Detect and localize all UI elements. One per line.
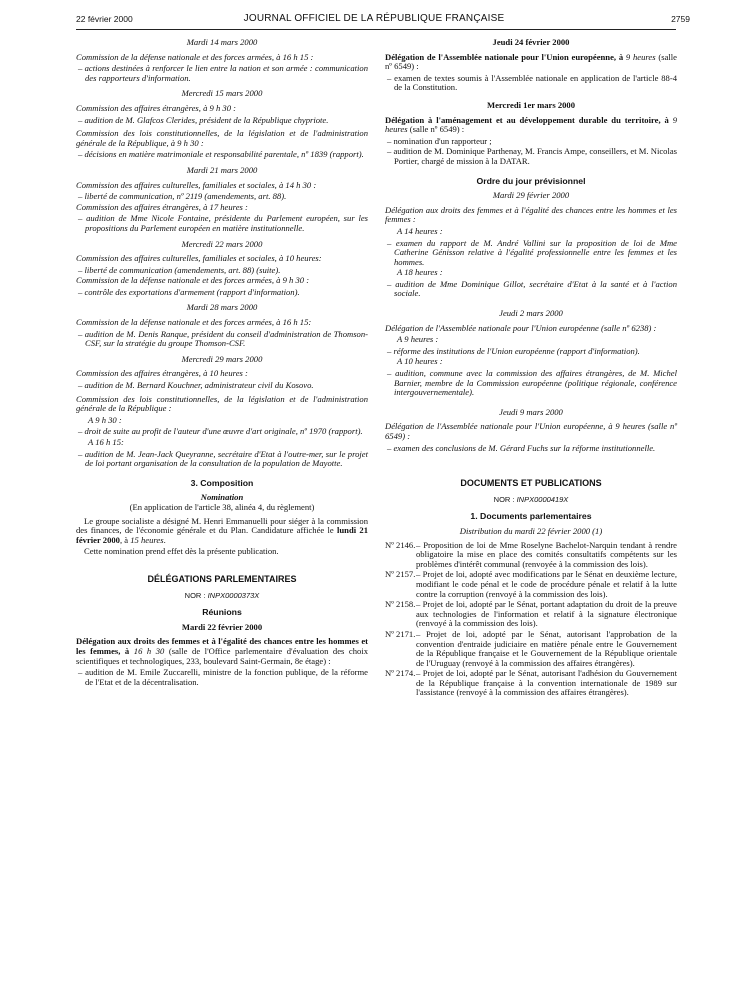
date-heading: Mardi 21 mars 2000 [186,164,258,175]
journal-title: JOURNAL OFFICIEL DE LA RÉPUBLIQUE FRANÇAISE [243,13,505,24]
document-description: – Proposition de loi de Mme Roselyne Bachelot-Narquin tendant à rendre obligatoire la mise en place des comités consultatifs compétents sur les problèmes d'intérêt communal (renvoyée à la commission des lois). [416,539,677,569]
date-heading: Mardi 29 février 2000 [492,190,570,201]
document-number: Nº 2157. [385,569,416,580]
section-heading: 3. Composition [190,477,254,488]
list-item [385,570,677,599]
meeting-heading: Commission de la défense nationale et des forces armées, à 16 h 15: [76,317,312,328]
document-description: – Projet de loi, adopté avec modifications par le Sénat en deuxième lecture, modifiant le code pénal et le code de procédure pénale et relatif à la lutte contre la corruption (renvoyé à la commission des lois). [416,569,677,599]
time-label: A 18 heures : [397,267,443,278]
date-heading: Mercredi 1er mars 2000 [486,99,576,110]
date-heading: Mercredi 29 mars 2000 [181,353,263,364]
page-number: 2759 [671,14,690,24]
meeting-heading: Commission des affaires étrangères, à 17 heures : [76,201,248,212]
meeting-heading: Commission des affaires culturelles, familiales et sociales, à 10 heures: [76,253,322,264]
distribution-date: Distribution du mardi 22 février 2000 (1) [459,525,603,536]
agenda-item: – audition de M. Glafcos Clerides, président de la République chypriote. [78,114,329,125]
meeting-heading: Délégation aux droits des femmes et à l'égalité des chances entre les hommes et les femmes : [385,204,677,225]
agenda-item: – actions destinées à renforcer le lien entre la nation et son armée : communication des rapporteurs d'information. [78,63,368,83]
agenda-item: – examen des conclusions de M. Gérard Fuchs sur la réforme institutionnelle. [387,442,656,453]
list-item [385,541,677,570]
document-description: – Projet de loi, adopté par le Sénat, autorisant l'approbation de la convention d'entraide judiciaire en matière pénale entre le Gouvernement de la République française et le Gouvernement de la République orientale de l'Uruguay (renvoyé à la commission des affaires étrangères). [416,628,677,668]
nor-reference: NOR : INPX0000419X [493,494,569,504]
document-description: – Projet de loi, adopté par le Sénat, portant adaptation du droit de la preuve aux technologies de l'information et relatif à la signature électronique (renvoyé à la commission des lois). [416,599,677,629]
date-heading: Mercredi 15 mars 2000 [181,88,263,99]
agenda-item: – audition de M. Bernard Kouchner, administrateur civil du Kosovo. [78,380,314,391]
agenda-item: – liberté de communication (amendements, art. 88) (suite). [78,264,281,275]
subsection-heading: Nomination [200,492,244,503]
list-item [385,630,677,668]
right-column [385,36,677,699]
time-label: A 10 heures : [397,356,443,367]
running-header [0,14,748,28]
time-label: A 14 heures : [397,225,443,236]
date-heading: Jeudi 2 mars 2000 [499,308,563,319]
date-heading: Mercredi 22 mars 2000 [181,238,263,249]
meeting-heading: Commission des affaires étrangères, à 10 heures : [76,368,248,379]
subsection-heading: 1. Documents parlementaires [470,511,592,522]
date-heading: Jeudi 24 février 2000 [492,37,570,47]
meeting-heading: Commission des lois constitutionnelles, de la législation et de l'administration générale de la République, à 9 h 30 : [76,128,368,148]
agenda-item: – réforme des institutions de l'Union européenne (rapport d'information). [387,345,640,356]
meeting-heading: Délégation de l'Assemblée nationale pour l'Union européenne, à 9 heures (salle nº 6549) : [385,51,677,72]
agenda-item: – examen de textes soumis à l'Assemblée nationale en application de l'article 88-4 de la Constitution. [387,72,677,93]
nomination-paragraph: Le groupe socialiste a désigné M. Henri Emmanuelli pour siéger à la commission des finances, de l'économie générale et du Plan. Candidature affichée le lundi 21 février 2000, à 15 heures. [76,515,369,545]
meeting-heading: Commission des lois constitutionnelles, de la législation et de l'administration générale de la République : [76,393,368,414]
agenda-item: – décisions en matière matrimoniale et responsabilité parentale, nº 1839 (rapport). [78,149,364,160]
document-number: Nº 2146. [385,539,416,550]
agenda-item: – contrôle des exportations d'armement (rapport d'information). [78,286,300,297]
list-item [385,669,677,698]
agenda-item: – examen du rapport de M. André Vallini sur la proposition de loi de Mme Catherine Génisson relative à l'égalité professionnelle entre les femmes et les hommes. [387,237,677,267]
agenda-item: – audition, commune avec la commission des affaires étrangères, de M. Michel Barnier, membre de la Commission européenne (politique régionale, conférence intergouvernementale). [387,368,677,398]
date-heading: Jeudi 9 mars 2000 [499,406,563,417]
date-heading: Mardi 22 février 2000 [181,621,263,632]
agenda-item: – liberté de communication, nº 2119 (amendements, art. 88). [78,191,287,202]
section-heading: DOCUMENTS ET PUBLICATIONS [460,478,602,489]
subsection-heading: Réunions [202,607,242,618]
meeting-heading: Commission de la défense nationale et des forces armées, à 16 h 15 : [76,51,314,62]
date-heading: Mardi 14 mars 2000 [186,37,258,47]
documents-list [385,541,677,699]
document-number: Nº 2174. [385,668,416,679]
meeting-heading: Délégation à l'aménagement et au développement durable du territoire, à 9 heures (salle nº 6549) : [385,114,677,135]
nor-reference: NOR : INPX0000373X [184,590,260,600]
meeting-heading: Commission de la défense nationale et des forces armées, à 9 h 30 : [76,275,310,286]
agenda-item: – droit de suite au profit de l'auteur d'une œuvre d'art originale, nº 1970 (rapport). [78,426,363,437]
agenda-item: – audition de M. Dominique Parthenay, M. Francis Ampe, conseillers, et M. Nicolas Portier, chargé de mission à la DATAR. [387,146,677,166]
date-heading: Mardi 28 mars 2000 [186,302,258,313]
left-column [76,36,368,688]
agenda-item: – audition de M. Denis Ranque, président du conseil d'administration de Thomson-CSF, sur la stratégie du groupe Thomson-CSF. [78,328,368,349]
list-item [385,600,677,629]
meeting-heading: Commission des affaires culturelles, familiales et sociales, à 14 h 30 : [76,179,317,190]
header-date: 22 février 2000 [76,14,133,24]
header-rule [76,29,676,30]
document-number: Nº 2171. [385,628,416,639]
meeting-heading: Délégation de l'Assemblée nationale pour l'Union européenne, à 9 heures (salle nº 6549) : [385,421,677,441]
document-description: – Projet de loi, adopté par le Sénat, autorisant l'adhésion du Gouvernement de la République française à la convention internationale de 1989 sur l'assistance (renvoyé à la commission des affaires étrangères). [416,668,677,698]
effect-paragraph: Cette nomination prend effet dès la présente publication. [84,546,279,557]
agenda-item: – audition de Mme Nicole Fontaine, présidente du Parlement européen, sur les propositions du Parlement européen en matière institutionnelle. [78,213,368,233]
meeting-heading: Commission des affaires étrangères, à 9 h 30 : [76,102,237,113]
agenda-item: – nomination d'un rapporteur ; [387,135,492,146]
meeting-heading: Délégation aux droits des femmes et à l'égalité des chances entre les hommes et les femmes, à 16 h 30 (salle de l'Office parlementaire d'évaluation des choix scientifiques et technologiques, 233, boulevard Saint-Germain, 8e étage) : [76,636,368,666]
regulation-note: (En application de l'article 38, alinéa 4, du règlement) [129,501,315,512]
time-label: A 16 h 15: [88,437,124,447]
time-label: A 9 h 30 : [88,414,122,425]
section-heading: Ordre du jour prévisionnel [476,175,586,186]
agenda-item: – audition de M. Emile Zuccarelli, ministre de la fonction publique, de la réforme de l'Etat et de la décentralisation. [78,667,368,687]
time-label: A 9 heures : [397,334,439,345]
section-heading: DÉLÉGATIONS PARLEMENTAIRES [147,573,297,584]
agenda-item: – audition de M. Jean-Jack Queyranne, secrétaire d'Etat à l'outre-mer, sur le projet de loi portant organisation de la consultation de la population de Mayotte. [78,448,368,469]
meeting-heading: Délégation de l'Assemblée nationale pour l'Union européenne (salle nº 6238) : [385,322,657,333]
agenda-item: – audition de Mme Dominique Gillot, secrétaire d'Etat à la santé et à l'action sociale. [387,278,677,299]
document-number: Nº 2158. [385,599,416,610]
